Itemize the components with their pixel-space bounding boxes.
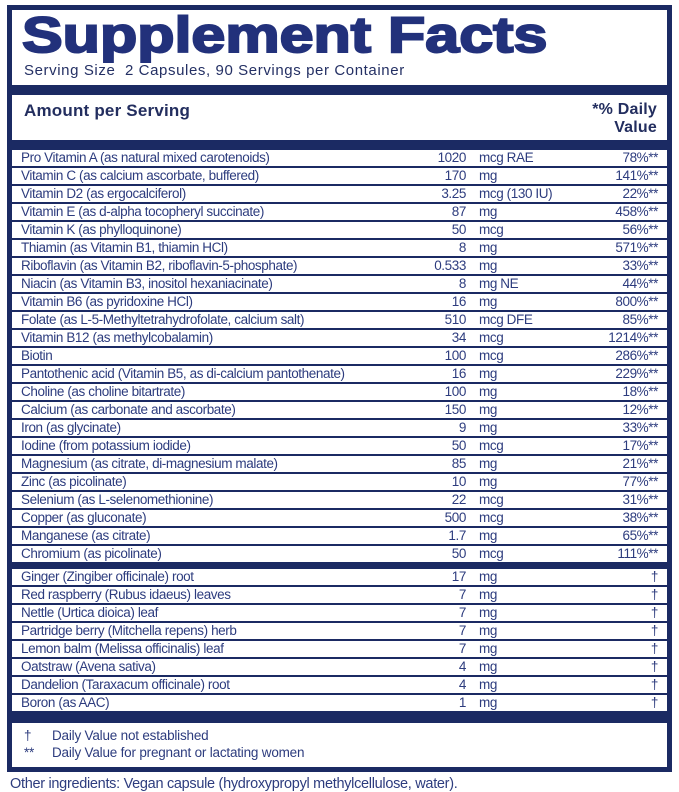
ingredient-daily-value: 85%** — [622, 312, 658, 328]
ingredient-daily-value: 141%** — [615, 168, 658, 184]
ingredient-daily-value: † — [650, 677, 658, 693]
ingredient-amount: 0.533 — [434, 258, 466, 274]
ingredient-amount: 150 — [444, 402, 466, 418]
footnote-asterisks — [24, 744, 657, 761]
ingredient-daily-value: 33%** — [622, 258, 658, 274]
table-row — [12, 587, 667, 605]
footnote-dagger-text: Daily Value not established — [52, 727, 209, 743]
ingredient-unit: mcg — [479, 222, 504, 238]
ingredient-name: Iron (as glycinate) — [21, 420, 121, 436]
ingredient-name: Lemon balm (Melissa officinalis) leaf — [21, 641, 224, 657]
ingredient-unit: mg — [479, 569, 497, 585]
ingredient-daily-value: 38%** — [622, 510, 658, 526]
table-row — [12, 294, 667, 312]
ingredient-unit: mg — [479, 641, 497, 657]
ingredient-daily-value: 56%** — [622, 222, 658, 238]
ingredient-name: Red raspberry (Rubus idaeus) leaves — [21, 587, 231, 603]
divider-bar-header — [12, 140, 667, 150]
ingredient-unit: mg — [479, 677, 497, 693]
ingredient-unit: mcg — [479, 510, 504, 526]
table-row — [12, 569, 667, 587]
ingredient-name: Riboflavin (as Vitamin B2, riboflavin-5-phosphate) — [21, 258, 298, 274]
dagger-symbol: † — [24, 727, 32, 743]
botanicals-rows — [12, 569, 667, 713]
ingredient-unit: mcg DFE — [479, 312, 533, 328]
ingredient-amount: 8 — [458, 240, 466, 256]
ingredient-name: Magnesium (as citrate, di-magnesium malate) — [21, 456, 278, 472]
table-row — [12, 330, 667, 348]
ingredient-name: Copper (as gluconate) — [21, 510, 147, 526]
vitamins-minerals-rows — [12, 150, 667, 564]
table-row — [12, 695, 667, 713]
ingredient-unit: mcg — [479, 492, 504, 508]
ingredient-name: Vitamin B6 (as pyridoxine HCl) — [21, 294, 193, 310]
ingredient-name: Partridge berry (Mitchella repens) herb — [21, 623, 237, 639]
table-row — [12, 312, 667, 330]
ingredient-amount: 1 — [458, 695, 466, 711]
ingredient-name: Manganese (as citrate) — [21, 528, 151, 544]
ingredient-unit: mg — [479, 384, 497, 400]
serving-size-line: Serving Size 2 Capsules, 90 Servings per Container — [24, 62, 405, 79]
ingredient-unit: mcg — [479, 546, 504, 562]
ingredient-unit: mg NE — [479, 276, 519, 292]
ingredient-amount: 87 — [451, 204, 466, 220]
supplement-facts-panel — [7, 5, 672, 772]
table-row — [12, 510, 667, 528]
table-row — [12, 402, 667, 420]
ingredient-daily-value: 77%** — [622, 474, 658, 490]
ingredient-daily-value: 44%** — [622, 276, 658, 292]
ingredient-name: Vitamin K (as phylloquinone) — [21, 222, 182, 238]
ingredient-daily-value: 78%** — [622, 150, 658, 166]
ingredient-daily-value: † — [650, 623, 658, 639]
table-row — [12, 528, 667, 546]
ingredient-amount: 510 — [444, 312, 466, 328]
table-row — [12, 492, 667, 510]
ingredient-name: Pantothenic acid (Vitamin B5, as di-calcium pantothenate) — [21, 366, 345, 382]
table-row — [12, 222, 667, 240]
ingredient-amount: 9 — [458, 420, 466, 436]
ingredient-unit: mg — [479, 366, 497, 382]
ingredient-daily-value: † — [650, 641, 658, 657]
divider-bar-top — [12, 85, 667, 95]
ingredient-amount: 170 — [444, 168, 466, 184]
ingredient-unit: mg — [479, 456, 497, 472]
ingredient-amount: 500 — [444, 510, 466, 526]
ingredient-amount: 7 — [458, 605, 466, 621]
table-row — [12, 438, 667, 456]
ingredient-unit: mg — [479, 240, 497, 256]
table-row — [12, 150, 667, 168]
table-row — [12, 366, 667, 384]
ingredient-daily-value: 571%** — [615, 240, 658, 256]
ingredient-daily-value: 12%** — [622, 402, 658, 418]
daily-value-label — [592, 101, 657, 137]
ingredient-unit: mcg (130 IU) — [479, 186, 553, 202]
table-row — [12, 258, 667, 276]
ingredient-amount: 3.25 — [441, 186, 466, 202]
ingredient-unit: mg — [479, 605, 497, 621]
ingredient-daily-value: 800%** — [615, 294, 658, 310]
ingredient-amount: 16 — [451, 366, 466, 382]
double-asterisk-symbol: ** — [24, 744, 35, 760]
daily-value-label-line1: *% Daily — [592, 101, 657, 118]
ingredient-name: Thiamin (as Vitamin B1, thiamin HCl) — [21, 240, 228, 256]
table-row — [12, 474, 667, 492]
ingredient-daily-value: † — [650, 587, 658, 603]
ingredient-unit: mg — [479, 402, 497, 418]
ingredient-amount: 7 — [458, 587, 466, 603]
ingredient-amount: 7 — [458, 641, 466, 657]
ingredient-amount: 8 — [458, 276, 466, 292]
ingredient-daily-value: † — [650, 695, 658, 711]
ingredient-unit: mcg — [479, 330, 504, 346]
ingredient-amount: 4 — [458, 677, 466, 693]
table-row — [12, 677, 667, 695]
ingredient-name: Vitamin D2 (as ergocalciferol) — [21, 186, 186, 202]
ingredient-name: Boron (as AAC) — [21, 695, 110, 711]
table-row — [12, 168, 667, 186]
ingredient-daily-value: † — [650, 659, 658, 675]
table-row — [12, 641, 667, 659]
table-row — [12, 204, 667, 222]
ingredient-amount: 100 — [444, 384, 466, 400]
ingredient-unit: mg — [479, 258, 497, 274]
footnote-asterisks-text: Daily Value for pregnant or lactating women — [52, 744, 305, 760]
footnote-dagger — [24, 727, 657, 744]
table-row — [12, 384, 667, 402]
table-row — [12, 240, 667, 258]
table-row — [12, 623, 667, 641]
ingredient-unit: mg — [479, 420, 497, 436]
daily-value-label-line2: Value — [614, 118, 657, 136]
amount-per-serving-label: Amount per Serving — [24, 101, 191, 120]
ingredient-amount: 50 — [451, 546, 466, 562]
ingredient-daily-value: 17%** — [622, 438, 658, 454]
table-row — [12, 276, 667, 294]
ingredient-amount: 16 — [451, 294, 466, 310]
ingredient-amount: 100 — [444, 348, 466, 364]
ingredient-amount: 7 — [458, 623, 466, 639]
ingredient-daily-value: 1214%** — [608, 330, 658, 346]
ingredient-amount: 10 — [451, 474, 466, 490]
page-title — [22, 7, 667, 63]
ingredient-name: Vitamin E (as d-alpha tocopheryl succinate) — [21, 204, 264, 220]
ingredient-name: Pro Vitamin A (as natural mixed carotenoids) — [21, 150, 270, 166]
ingredient-daily-value: 458%** — [615, 204, 658, 220]
table-row — [12, 186, 667, 204]
ingredient-name: Folate (as L-5-Methyltetrahydrofolate, calcium salt) — [21, 312, 305, 328]
ingredient-unit: mcg — [479, 348, 504, 364]
ingredient-name: Calcium (as carbonate and ascorbate) — [21, 402, 236, 418]
ingredient-daily-value: 65%** — [622, 528, 658, 544]
ingredient-unit: mg — [479, 659, 497, 675]
table-row — [12, 348, 667, 366]
ingredient-amount: 85 — [451, 456, 466, 472]
table-row — [12, 605, 667, 623]
ingredient-unit: mg — [479, 695, 497, 711]
ingredient-name: Niacin (as Vitamin B3, inositol hexaniacinate) — [21, 276, 273, 292]
ingredient-amount: 50 — [451, 222, 466, 238]
ingredient-daily-value: 33%** — [622, 420, 658, 436]
ingredient-daily-value: 18%** — [622, 384, 658, 400]
ingredient-unit: mcg RAE — [479, 150, 534, 166]
ingredient-name: Iodine (from potassium iodide) — [21, 438, 191, 454]
ingredient-daily-value: 286%** — [615, 348, 658, 364]
ingredient-daily-value: † — [650, 569, 658, 585]
ingredient-unit: mg — [479, 168, 497, 184]
ingredient-daily-value: 111%** — [617, 546, 658, 562]
ingredient-unit: mg — [479, 623, 497, 639]
ingredient-name: Choline (as choline bitartrate) — [21, 384, 185, 400]
ingredient-name: Zinc (as picolinate) — [21, 474, 127, 490]
ingredient-name: Oatstraw (Avena sativa) — [21, 659, 156, 675]
ingredient-unit: mcg — [479, 438, 504, 454]
ingredient-unit: mg — [479, 204, 497, 220]
ingredient-amount: 50 — [451, 438, 466, 454]
ingredient-amount: 1020 — [437, 150, 466, 166]
ingredient-name: Vitamin B12 (as methylcobalamin) — [21, 330, 213, 346]
table-header-row — [12, 95, 667, 140]
divider-bar-footnotes — [12, 713, 667, 723]
ingredient-name: Nettle (Urtica dioica) leaf — [21, 605, 159, 621]
table-row — [12, 659, 667, 677]
ingredient-unit: mg — [479, 294, 497, 310]
ingredient-name: Dandelion (Taraxacum officinale) root — [21, 677, 230, 693]
ingredient-daily-value: 31%** — [622, 492, 658, 508]
ingredient-amount: 1.7 — [448, 528, 466, 544]
other-ingredients-line: Other ingredients: Vegan capsule (hydroxypropyl methylcellulose, water). — [10, 775, 458, 792]
ingredient-unit: mg — [479, 587, 497, 603]
ingredient-name: Vitamin C (as calcium ascorbate, buffered) — [21, 168, 259, 184]
footnotes — [12, 723, 667, 767]
ingredient-amount: 17 — [451, 569, 466, 585]
ingredient-amount: 34 — [451, 330, 466, 346]
ingredient-name: Ginger (Zingiber officinale) root — [21, 569, 194, 585]
ingredient-amount: 4 — [458, 659, 466, 675]
table-row — [12, 456, 667, 474]
ingredient-name: Biotin — [21, 348, 53, 364]
ingredient-daily-value: † — [650, 605, 658, 621]
ingredient-amount: 22 — [451, 492, 466, 508]
ingredient-daily-value: 229%** — [615, 366, 658, 382]
ingredient-daily-value: 22%** — [622, 186, 658, 202]
ingredient-unit: mg — [479, 528, 497, 544]
table-row — [12, 420, 667, 438]
page-title-text: Supplement Facts — [22, 7, 548, 63]
ingredient-daily-value: 21%** — [622, 456, 658, 472]
ingredient-unit: mg — [479, 474, 497, 490]
table-row — [12, 546, 667, 564]
ingredient-name: Chromium (as picolinate) — [21, 546, 162, 562]
ingredient-name: Selenium (as L-selenomethionine) — [21, 492, 214, 508]
